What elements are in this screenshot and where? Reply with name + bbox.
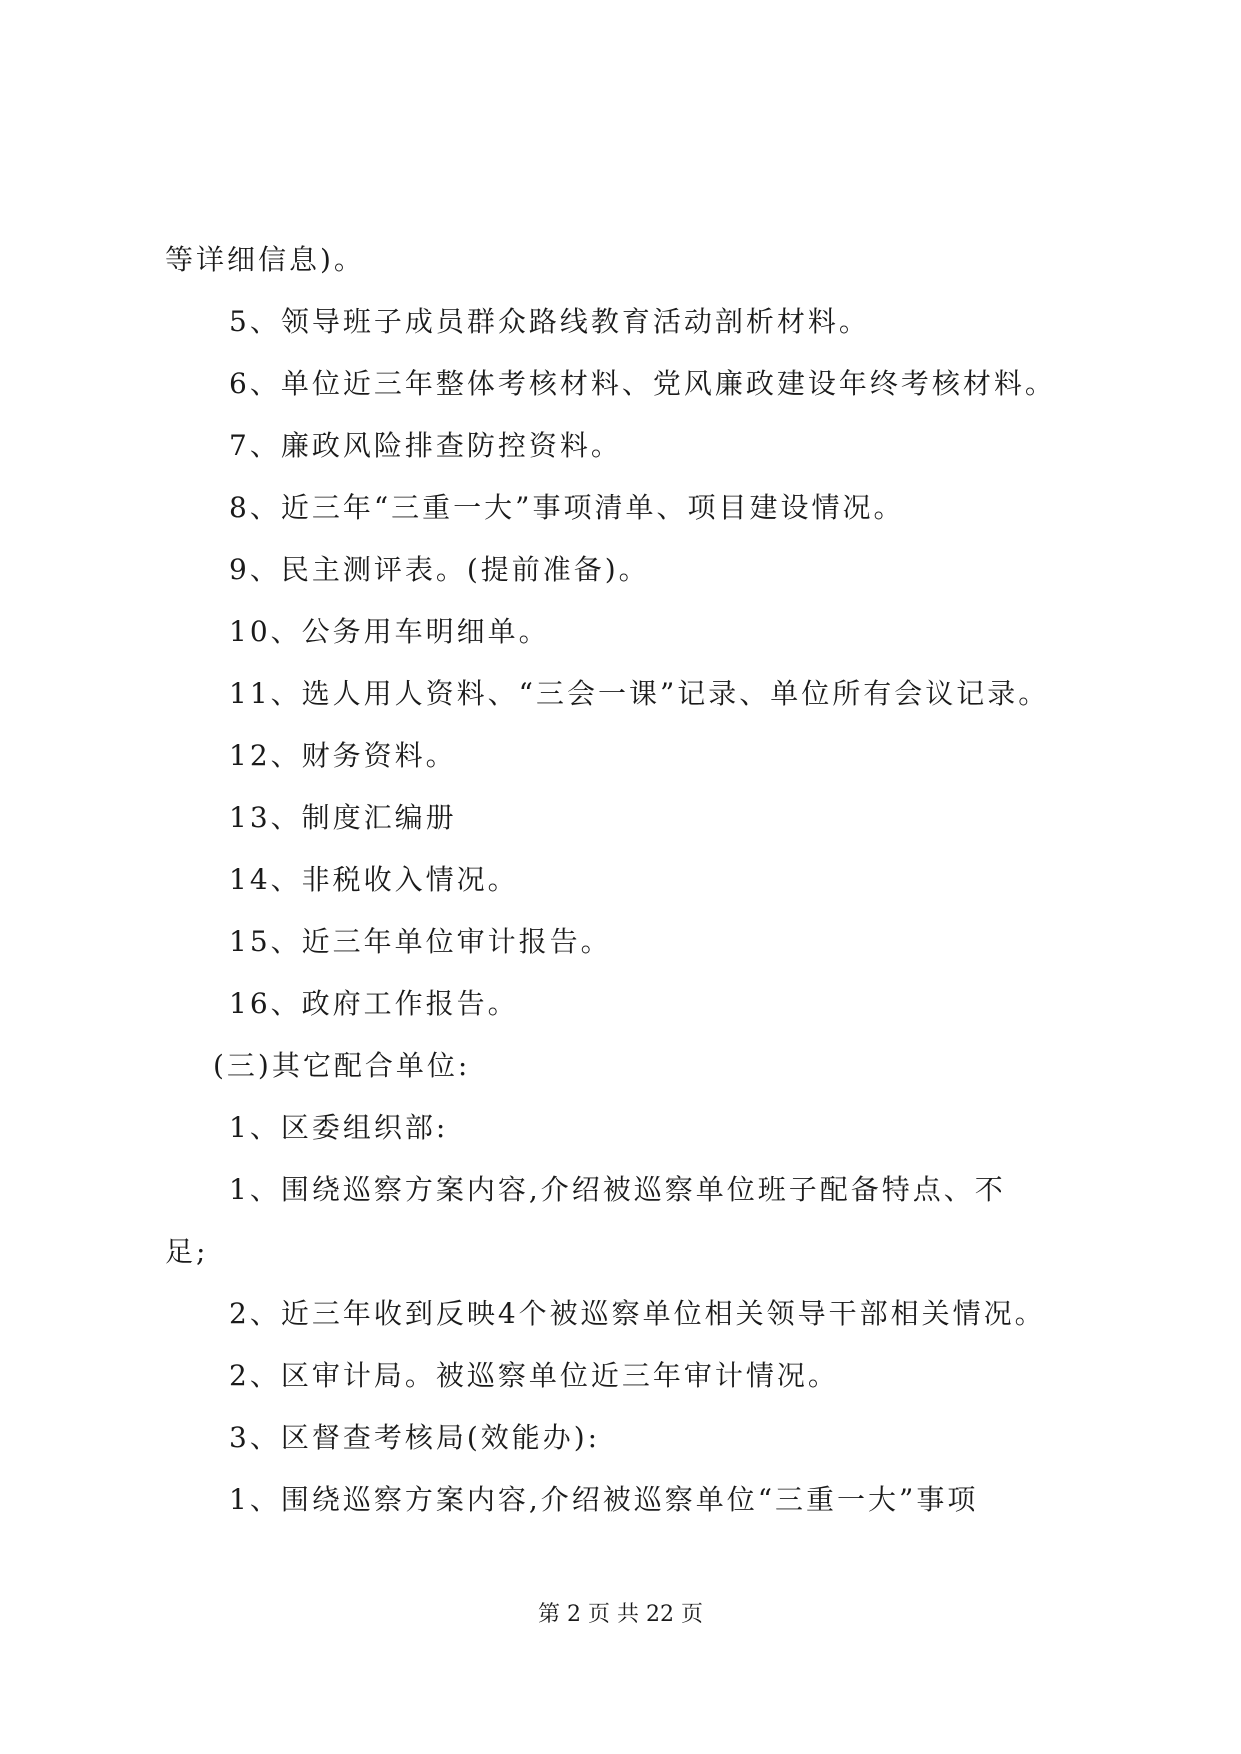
list-item: 8、近三年“三重一大”事项清单、项目建设情况。 xyxy=(229,491,905,524)
list-item: 14、非税收入情况。 xyxy=(229,863,519,896)
list-item: 1、围绕巡察方案内容,介绍被巡察单位“三重一大”事项 xyxy=(229,1483,979,1516)
list-item: 7、廉政风险排查防控资料。 xyxy=(229,429,622,462)
list-item: 15、近三年单位审计报告。 xyxy=(229,925,612,958)
list-item: 16、政府工作报告。 xyxy=(229,987,519,1020)
list-item: 2、区审计局。被巡察单位近三年审计情况。 xyxy=(229,1359,839,1392)
list-item: 1、围绕巡察方案内容,介绍被巡察单位班子配备特点、不 xyxy=(229,1173,1006,1206)
text-line: 等详细信息)。 xyxy=(165,243,365,276)
list-item: 1、区委组织部: xyxy=(229,1111,449,1144)
list-item: 2、近三年收到反映4个被巡察单位相关领导干部相关情况。 xyxy=(229,1297,1046,1330)
document-body xyxy=(165,229,1095,1531)
list-item: 3、区督查考核局(效能办): xyxy=(229,1421,601,1454)
list-item: 5、领导班子成员群众路线教育活动剖析材料。 xyxy=(229,305,870,338)
section-heading: (三)其它配合单位: xyxy=(213,1049,471,1082)
text-line: 足; xyxy=(165,1235,209,1268)
page-number-footer: 第 2 页 共 22 页 xyxy=(538,1602,703,1627)
list-item: 11、选人用人资料、“三会一课”记录、单位所有会议记录。 xyxy=(229,677,1050,710)
list-item: 13、制度汇编册 xyxy=(229,801,457,834)
list-item: 9、民主测评表。(提前准备)。 xyxy=(229,553,650,586)
list-item: 12、财务资料。 xyxy=(229,739,457,772)
list-item: 10、公务用车明细单。 xyxy=(229,615,550,648)
list-item: 6、单位近三年整体考核材料、党风廉政建设年终考核材料。 xyxy=(229,367,1056,400)
